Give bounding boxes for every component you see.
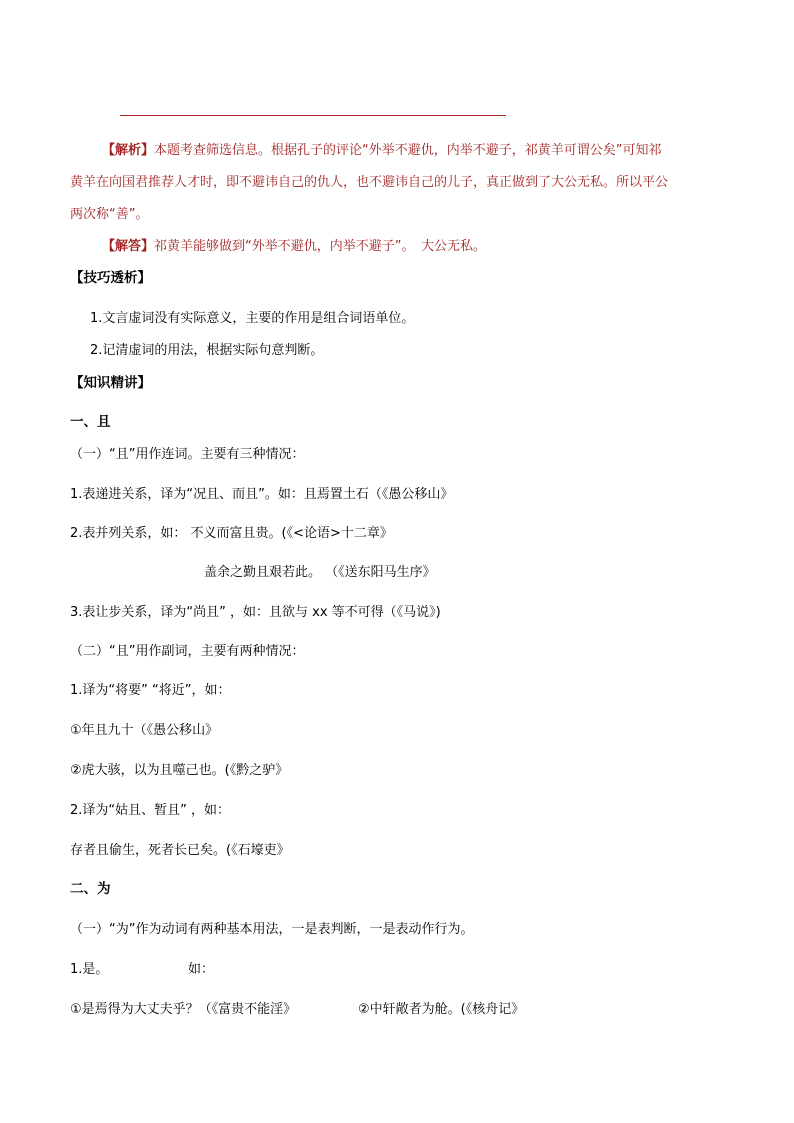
qie-item-1: 1.表递进关系，译为“况且、而且”。如：且焉置土石（《愚公移山》 <box>70 487 454 502</box>
qie-item-5: 2.译为“姑且、暂且” ，如： <box>70 803 231 818</box>
analysis-tag: 【解析】 <box>102 143 155 158</box>
section-qie-heading: 一、且 <box>70 414 111 430</box>
wei-item-1b: ②中轩敞者为舱。(《核舟记》 <box>358 1002 525 1017</box>
answer-text: 祁黄羊能够做到“外举不避仇，内举不避子”。 大公无私。 <box>154 239 486 254</box>
top-rule <box>120 115 506 116</box>
analysis-text-1: 本题考查筛选信息。根据孔子的评论“外举不避仇，内举不避子，祁黄羊可谓公矣”可知祁 <box>154 143 662 158</box>
analysis-line-2: 黄羊在向国君推荐人才时，即不避讳自己的仇人，也不避讳自己的儿子，真正做到了大公无私。所以平公 <box>70 175 669 190</box>
knowledge-heading: 【知识精讲】 <box>70 375 151 391</box>
qie-sub-1: （一）“且”用作连词。主要有三种情况： <box>70 447 305 462</box>
qie-sub-2: （二）“且”用作副词，主要有两种情况： <box>70 644 305 659</box>
section-wei-heading: 二、为 <box>70 881 111 897</box>
wei-item-1-ru: 如： <box>188 962 215 977</box>
tips-item-1: 1.文言虚词没有实际意义，主要的作用是组合词语单位。 <box>90 311 415 326</box>
qie-item-2: 2.表并列关系，如： 不义而富且贵。(《<论语>十二章》 <box>70 526 393 541</box>
answer-line <box>102 240 486 253</box>
tips-heading: 【技巧透析】 <box>70 270 151 286</box>
wei-item-1: 1.是。 <box>70 962 109 977</box>
qie-item-5a: 存者且偷生，死者长已矣。(《石壕吏》 <box>70 843 290 858</box>
qie-item-2b: 盖余之勤且艰若此。 （《送东阳马生序》 <box>204 565 436 580</box>
qie-item-4b: ②虎大骇，以为且噬己也。(《黔之驴》 <box>70 763 289 778</box>
analysis-line-3: 两次称“善”。 <box>70 207 149 222</box>
tips-item-2: 2.记清虚词的用法，根据实际句意判断。 <box>90 343 324 358</box>
qie-item-4: 1.译为“将要” “将近”，如： <box>70 683 231 698</box>
qie-item-4a: ①年且九十（《愚公移山》 <box>70 723 219 738</box>
answer-tag: 【解答】 <box>102 239 155 254</box>
qie-item-3: 3.表让步关系，译为“尚且” ，如：且欲与 xx 等不可得（《马说》) <box>70 605 441 620</box>
wei-item-1a: ①是焉得为大丈夫乎？（《富贵不能淫》 <box>70 1002 297 1017</box>
wei-sub-1: （一）“为”作为动词有两种基本用法，一是表判断，一是表动作行为。 <box>70 922 474 937</box>
analysis-line-1 <box>102 144 662 157</box>
